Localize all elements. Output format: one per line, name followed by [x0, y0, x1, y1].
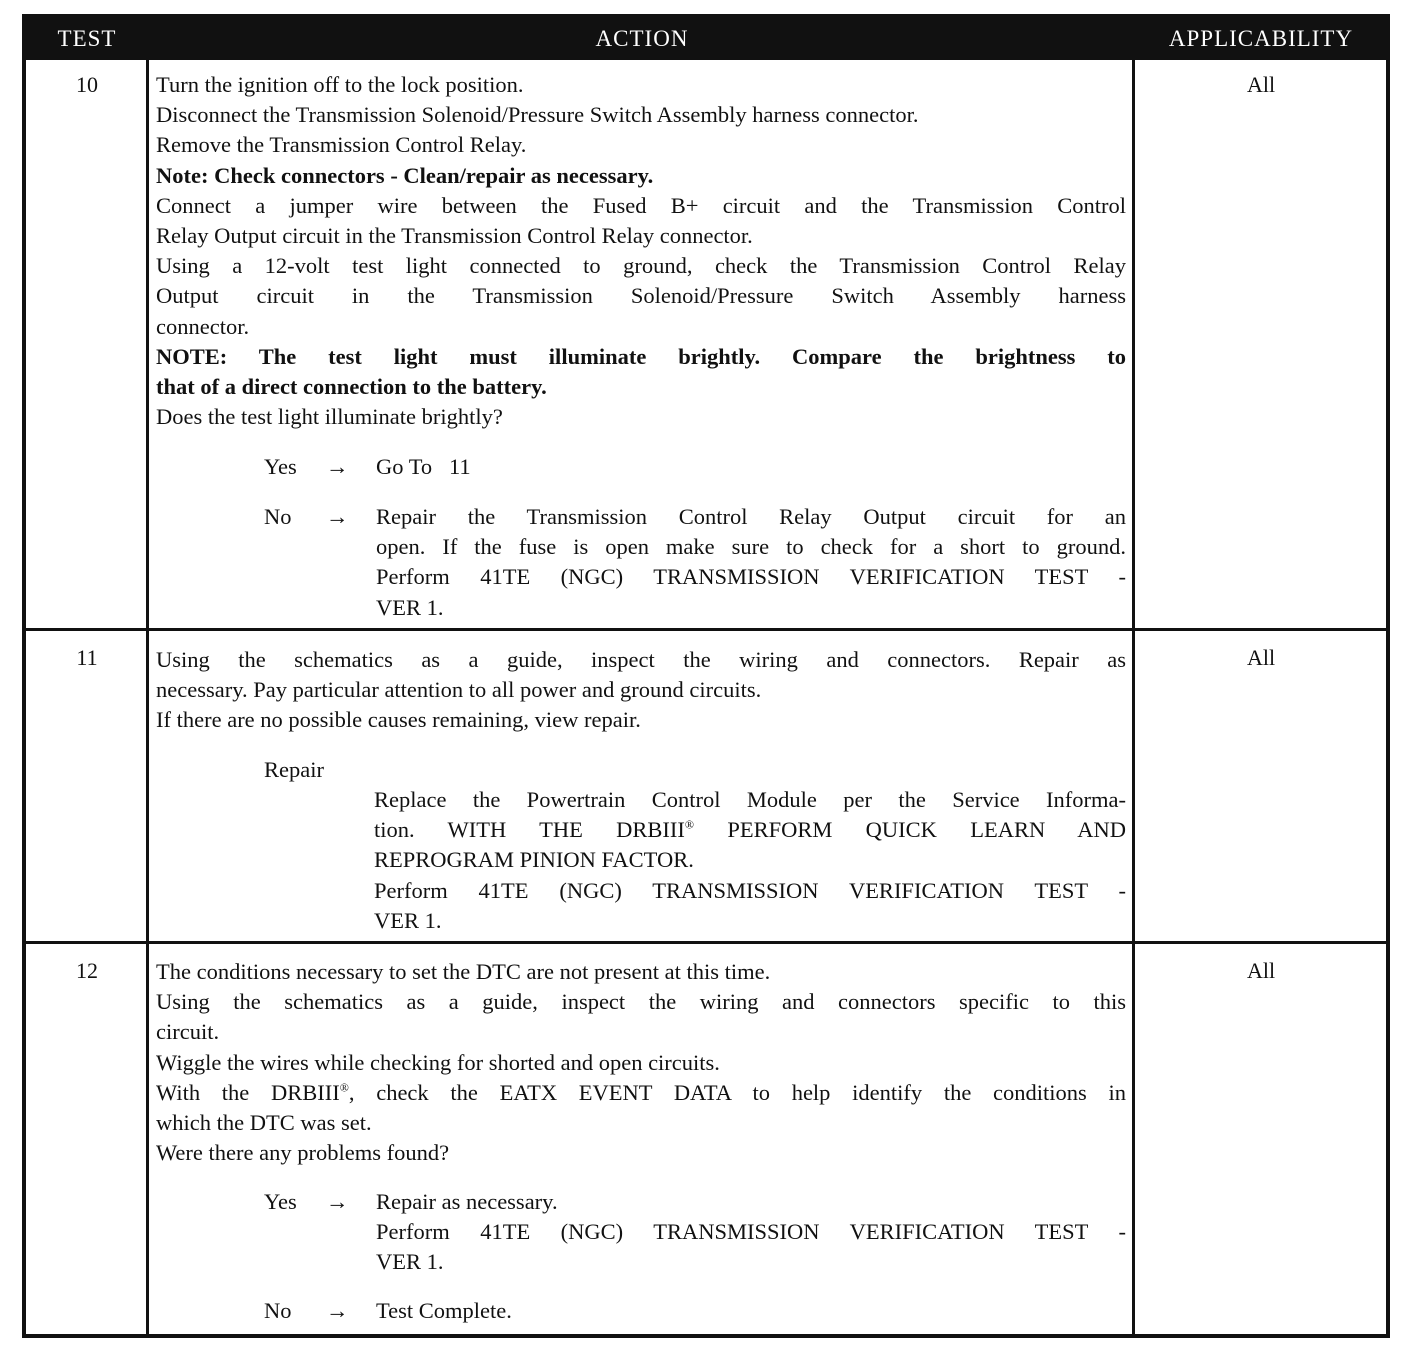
result-line: VER 1. [376, 1249, 444, 1275]
result-line: REPROGRAM PINION FACTOR. [374, 847, 694, 873]
applicability-11: All [1246, 645, 1276, 670]
action-line: Using the schematics as a guide, inspect the wiring and connectors. Repair as [156, 647, 1126, 672]
action-line: Disconnect the Transmission Solenoid/Pressure Switch Assembly harness connector. [156, 102, 919, 128]
table-header [26, 18, 1386, 60]
header-applicability: APPLICABILITY [1168, 26, 1354, 51]
column-divider [1132, 60, 1135, 1334]
test-number-11: 11 [76, 645, 98, 670]
action-line: Wiggle the wires while checking for shorted and open circuits. [156, 1049, 720, 1075]
header-test: TEST [57, 26, 117, 51]
result-line: Test Complete. [376, 1298, 512, 1323]
result-line: VER 1. [374, 907, 442, 933]
result-line: Go To 11 [376, 454, 471, 479]
action-line: Output circuit in the Transmission Solenoid/Pressure Switch Assembly harness [156, 283, 1126, 309]
repair-text [374, 785, 1126, 936]
arrow-icon: → [326, 504, 349, 529]
action-12 [156, 957, 1126, 1168]
result-line: tion. WITH THE DRBIII® PERFORM QUICK LEARN AND [374, 817, 1126, 843]
action-note: NOTE: The test light must illuminate brightly. Compare the brightness to [156, 343, 1126, 369]
repair-label: Repair [264, 757, 324, 782]
test-number-10: 10 [76, 72, 98, 97]
action-line: connector. [156, 313, 250, 339]
result-line: Perform 41TE (NGC) TRANSMISSION VERIFICATION TEST - [376, 564, 1126, 590]
header-action: ACTION [595, 26, 689, 51]
result-line: Replace the Powertrain Control Module per the Service Informa- [374, 787, 1126, 812]
result-line: Repair the Transmission Control Relay Output circuit for an [376, 504, 1126, 529]
yes-result [376, 452, 1126, 482]
result-line: VER 1. [376, 594, 444, 620]
action-note: Note: Check connectors - Clean/repair as necessary. [156, 162, 654, 188]
row-divider [26, 941, 1386, 944]
action-line: Turn the ignition off to the lock position. [156, 72, 524, 97]
diagnostic-test-table [22, 14, 1390, 1338]
action-line: Using the schematics as a guide, inspect the wiring and connectors specific to this [156, 989, 1126, 1015]
result-line: Perform 41TE (NGC) TRANSMISSION VERIFICATION TEST - [376, 1219, 1126, 1245]
column-divider [146, 60, 149, 1334]
result-line: open. If the fuse is open make sure to check for a short to ground. [376, 534, 1126, 560]
action-10 [156, 70, 1126, 432]
registered-mark: ® [684, 817, 695, 832]
action-line: Using a 12-volt test light connected to ground, check the Transmission Control Relay [156, 253, 1126, 279]
no-label: No [264, 504, 292, 529]
arrow-icon: → [326, 1298, 349, 1323]
row-divider [26, 628, 1386, 631]
action-line: Remove the Transmission Control Relay. [156, 132, 527, 158]
yes-label: Yes [264, 454, 297, 479]
action-line: necessary. Pay particular attention to all power and ground circuits. [156, 677, 762, 703]
no-label: No [264, 1298, 292, 1323]
no-result [376, 1296, 1126, 1326]
test-number-12: 12 [76, 958, 98, 983]
action-question: Were there any problems found? [156, 1140, 450, 1166]
action-line: circuit. [156, 1019, 220, 1045]
action-line: With the DRBIII®, check the EATX EVENT DATA to help identify the conditions in [156, 1079, 1126, 1105]
action-line: The conditions necessary to set the DTC are not present at this time. [156, 959, 771, 984]
no-result [376, 502, 1126, 623]
action-line: If there are no possible causes remaining, view repair. [156, 707, 641, 733]
arrow-icon: → [326, 1189, 349, 1214]
applicability-12: All [1246, 958, 1276, 983]
action-line: Relay Output circuit in the Transmission Control Relay connector. [156, 223, 753, 249]
yes-label: Yes [264, 1189, 297, 1214]
action-line: which the DTC was set. [156, 1110, 372, 1136]
result-line: Perform 41TE (NGC) TRANSMISSION VERIFICATION TEST - [374, 877, 1126, 903]
action-11 [156, 645, 1126, 736]
applicability-10: All [1246, 72, 1276, 97]
registered-mark: ® [339, 1080, 349, 1095]
action-line: Connect a jumper wire between the Fused B+ circuit and the Transmission Control [156, 192, 1126, 218]
arrow-icon: → [326, 454, 349, 479]
result-line: Repair as necessary. [376, 1189, 558, 1214]
action-note: that of a direct connection to the battery. [156, 374, 547, 400]
action-question: Does the test light illuminate brightly? [156, 404, 503, 430]
yes-result [376, 1187, 1126, 1278]
